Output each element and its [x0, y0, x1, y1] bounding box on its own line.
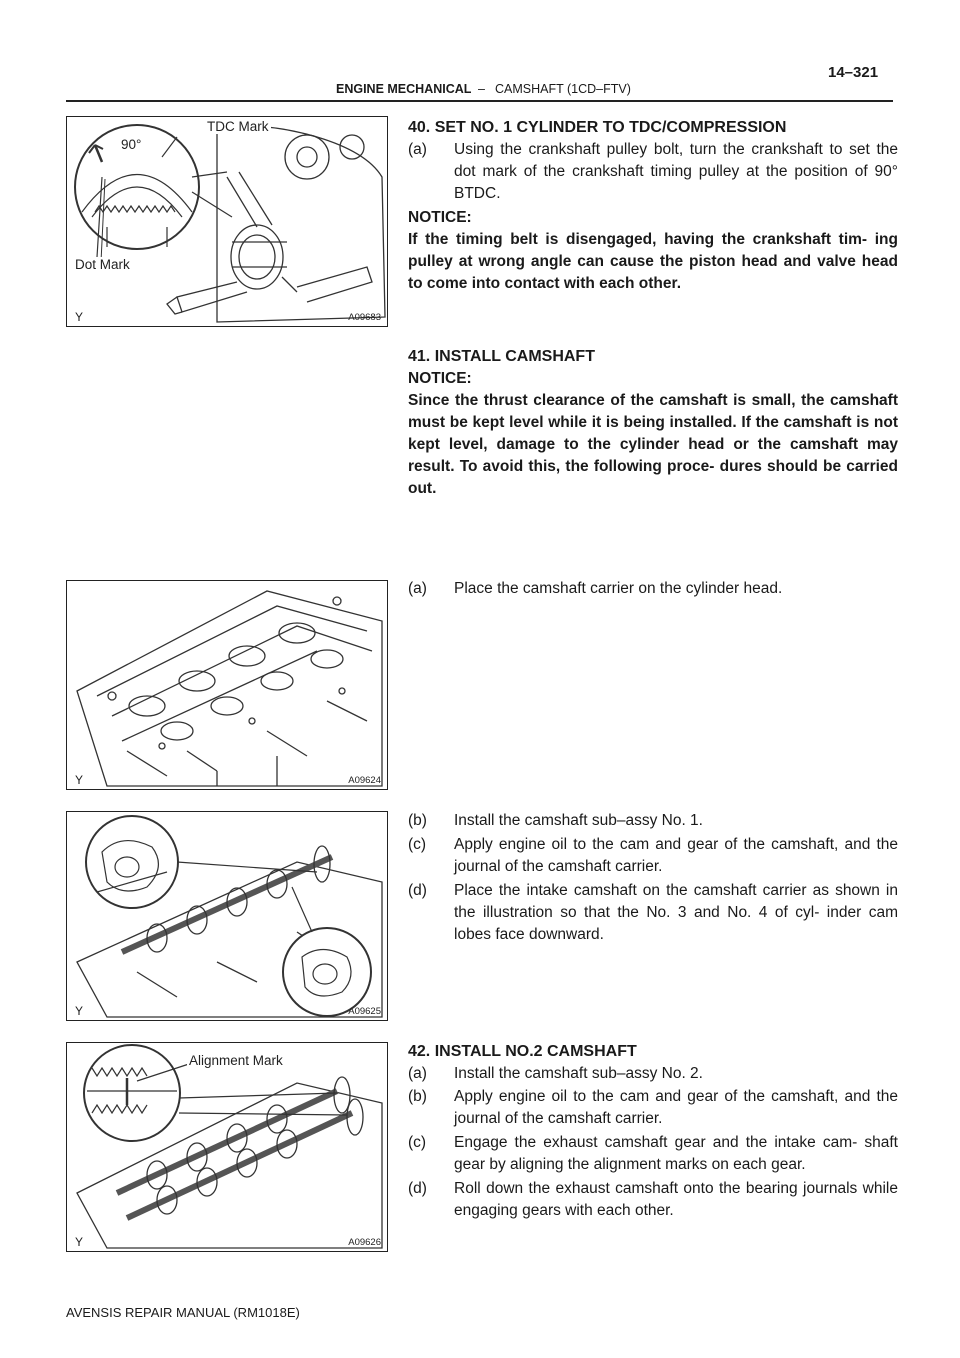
figure-exhaust-camshaft — [66, 1042, 388, 1252]
callout-alignment-mark: Alignment Mark — [189, 1053, 283, 1068]
illustration-carrier — [67, 581, 388, 790]
figure-code: A09624 — [348, 775, 381, 786]
step-text: Install the camshaft sub–assy No. 2. — [454, 1065, 703, 1082]
notice-1-text: If the timing belt is disengaged, having the crankshaft tim- ing pulley at wrong angle can cause the piston head and valve head to come into contact with each other. — [408, 231, 898, 292]
notice-1-label: NOTICE: — [408, 209, 472, 226]
step-40-title: 40. SET NO. 1 CYLINDER TO TDC/COMPRESSION — [408, 119, 787, 136]
illustration-intake-camshaft — [67, 812, 388, 1021]
header-section: ENGINE MECHANICAL — [336, 82, 472, 96]
header-dash: – — [478, 82, 485, 96]
step-label: (c) — [408, 836, 427, 853]
illustration-crankshaft — [67, 117, 388, 327]
step-42-b — [408, 1086, 898, 1130]
step-label: (d) — [408, 882, 427, 899]
step-41-d — [408, 880, 898, 946]
figure-camshaft-carrier — [66, 580, 388, 790]
step-text: Engage the exhaust camshaft gear and the intake cam- shaft gear by aligning the alignment marks on each gear. — [454, 1134, 898, 1173]
figure-y-mark: Y — [75, 1004, 84, 1018]
step-42-a — [408, 1063, 898, 1085]
step-label: (b) — [408, 812, 427, 829]
step-text: Install the camshaft sub–assy No. 1. — [454, 812, 703, 829]
notice-2-text: Since the thrust clearance of the camshaft is small, the camshaft must be kept level while it is being installed. If the camshaft is not kept level, damage to the cylinder head or the camshaft may result. To avoid this, the following proce- dures should be carried out. — [408, 392, 898, 497]
step-text: Apply engine oil to the cam and gear of the camshaft, and the journal of the camshaft carrier. — [454, 836, 898, 875]
step-41-b — [408, 810, 898, 832]
step-41-title: 41. INSTALL CAMSHAFT — [408, 348, 595, 365]
step-text: Apply engine oil to the cam and gear of the camshaft, and the journal of the camshaft carrier. — [454, 1088, 898, 1127]
figure-code: A09626 — [348, 1237, 381, 1248]
footer-manual-id: AVENSIS REPAIR MANUAL (RM1018E) — [66, 1305, 300, 1320]
figure-crankshaft-pulley — [66, 116, 388, 327]
step-label: (a) — [408, 580, 427, 597]
figure-y-mark: Y — [75, 773, 84, 787]
step-41-c — [408, 834, 898, 878]
header-rule — [66, 100, 893, 102]
figure-code: A09625 — [348, 1006, 381, 1017]
step-label: (b) — [408, 1088, 427, 1105]
step-42-title: 42. INSTALL NO.2 CAMSHAFT — [408, 1043, 637, 1060]
header-subsection: CAMSHAFT (1CD–FTV) — [495, 82, 631, 96]
step-42-d — [408, 1178, 898, 1222]
step-text: Place the intake camshaft on the camshaft carrier as shown in the illustration so that the No. 3 and No. 4 of cyl- inder cam lobes face downward. — [454, 882, 898, 943]
figure-y-mark: Y — [75, 310, 84, 324]
figure-y-mark: Y — [75, 1235, 84, 1249]
callout-dot-mark: Dot Mark — [75, 257, 130, 272]
step-label: (c) — [408, 1134, 427, 1151]
step-label: (d) — [408, 1180, 427, 1197]
figure-code: A09683 — [348, 312, 381, 323]
step-41-a — [408, 578, 898, 600]
step-40-a — [408, 139, 898, 205]
step-42-c — [408, 1132, 898, 1176]
step-label: (a) — [408, 1065, 427, 1082]
step-text: Using the crankshaft pulley bolt, turn the crankshaft to set the dot mark of the crankshaft timing pulley at the position of 90° BTDC. — [454, 141, 898, 202]
callout-tdc-mark: TDC Mark — [207, 119, 269, 134]
notice-2-label: NOTICE: — [408, 370, 472, 387]
page-number: 14–321 — [828, 64, 879, 81]
step-text: Place the camshaft carrier on the cylinder head. — [454, 580, 783, 597]
figure-intake-camshaft — [66, 811, 388, 1021]
illustration-exhaust-camshaft — [67, 1043, 388, 1252]
step-label: (a) — [408, 141, 427, 158]
callout-90-degrees: 90° — [121, 137, 142, 152]
step-text: Roll down the exhaust camshaft onto the bearing journals while engaging gears with each other. — [454, 1180, 898, 1219]
